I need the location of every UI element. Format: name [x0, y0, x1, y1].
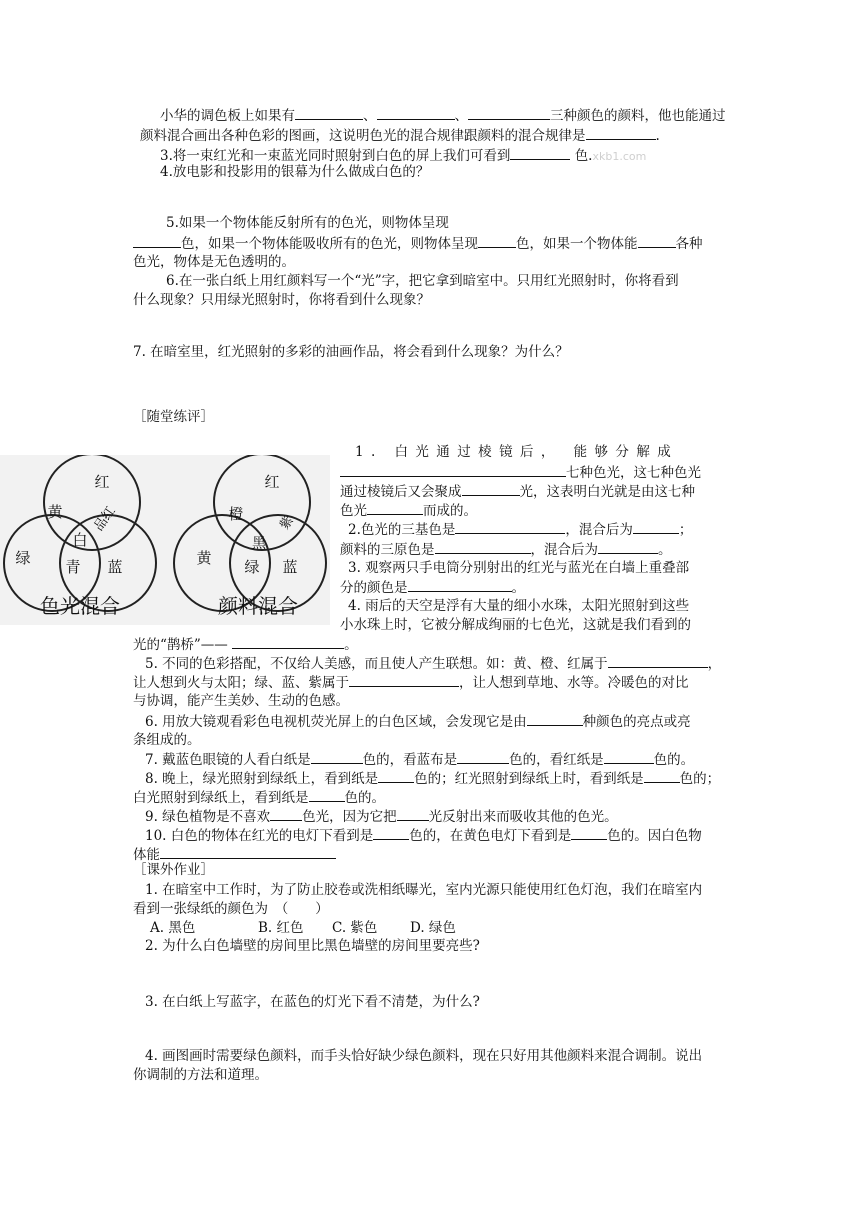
blank: [349, 672, 459, 687]
homework-1-options: [150, 918, 456, 938]
practice-1-line-1: 1. 白光通过棱镜后， 能够分解成: [355, 444, 679, 460]
question-6-line-2: 什么现象？只用绿光照射时，你将看到什么现象？: [133, 292, 430, 308]
blank: [462, 481, 520, 496]
blank: [397, 806, 429, 821]
blank: [232, 634, 344, 649]
intro-line-2: 颜料混合画出各种色彩的图画，这说明色光的混合规律跟颜料的混合规律是 .: [140, 125, 660, 146]
blank: [378, 768, 414, 783]
blank: [604, 749, 654, 764]
blank: [311, 749, 363, 764]
pigment-label-green: 绿: [244, 558, 260, 576]
practice-6-line-1: 6. 用放大镜观看彩色电视机荧光屏上的白色区域，会发现它是由 种颜色的亮点或亮: [145, 711, 691, 732]
blank: [586, 125, 656, 140]
homework-4-line-2: 你调制的方法和道理。: [133, 1067, 268, 1083]
option-a[interactable]: A. 黑色: [150, 920, 196, 936]
color-mixing-figure: [0, 455, 330, 625]
question-5-line-2: 色，如果一个物体能吸收所有的色光，则物体呈现 色，如果一个物体能 各种: [133, 233, 703, 254]
homework-4-line-1: 4. 画图画时需要绿色颜料，而手头恰好缺少绿色颜料，现在只好用其他颜料来混合调制。说出: [145, 1048, 703, 1064]
blank: [133, 233, 181, 248]
section-title-homework: ［课外作业］: [133, 862, 214, 878]
blank: [309, 787, 345, 802]
pigment-label-orange: 橙: [228, 505, 244, 523]
light-label-cyan: 青: [65, 558, 81, 576]
blank: [457, 749, 509, 764]
light-label-red: 红: [94, 473, 110, 491]
practice-9: 9. 绿色植物是不喜欢 色光，因为它把 光反射出来而吸收其他的色光。: [145, 806, 618, 827]
practice-7: 7. 戴蓝色眼镜的人看白纸是 色的，看蓝布是 色的，看红纸是 色的。: [145, 749, 694, 770]
blank: [598, 539, 658, 554]
blank: [510, 145, 570, 160]
pigment-caption: 颜料混合: [218, 594, 298, 618]
practice-1-line-2: 七种色光，这七种色光: [340, 462, 701, 483]
question-3: 3.将一束红光和一束蓝光同时照射到白色的屏上我们可看到 色.xkb1.com: [160, 145, 646, 167]
practice-6-line-2: 条组成的。: [133, 732, 201, 748]
question-5-line-1: 5.如果一个物体能反射所有的色光，则物体呈现: [166, 215, 449, 231]
homework-1-line-2: 看到一张绿纸的颜色为 （ ）: [133, 901, 329, 917]
blank: [638, 233, 676, 248]
pigment-label-blue: 蓝: [282, 558, 298, 576]
practice-1-line-3: 通过棱镜后又会聚成 光，这表明白光就是由这七种: [340, 481, 695, 502]
blank: [408, 577, 512, 592]
question-7: 7. 在暗室里，红光照射的多彩的油画作品，将会看到什么现象？为什么？: [133, 344, 569, 360]
blank: [571, 825, 607, 840]
blank: [633, 519, 679, 534]
pigment-label-yellow: 黄: [196, 549, 212, 567]
blank: [373, 825, 409, 840]
practice-1-line-4: 色光 而成的。: [340, 500, 477, 521]
question-5-line-3: 色光，物体是无色透明的。: [133, 254, 295, 270]
blank: [435, 539, 531, 554]
watermark: xkb1.com: [592, 150, 647, 163]
light-label-blue: 蓝: [107, 558, 123, 576]
blank: [608, 653, 708, 668]
blank: [367, 500, 423, 515]
homework-3: 3. 在白纸上写蓝字，在蓝色的灯光下看不清楚，为什么?: [145, 994, 480, 1010]
blank: [340, 462, 566, 477]
option-c[interactable]: C. 紫色: [332, 920, 378, 936]
pigment-label-red: 红: [264, 473, 280, 491]
light-label-white: 白: [72, 531, 88, 549]
option-d[interactable]: D. 绿色: [410, 920, 456, 936]
homework-2: 2. 为什么白色墙壁的房间里比黑色墙壁的房间里要亮些?: [145, 938, 480, 954]
practice-10-line-2: 体能: [133, 844, 336, 865]
practice-3-line-2: 分的颜色是 。: [340, 577, 525, 598]
light-caption: 色光混合: [40, 594, 120, 618]
light-label-yellow: 黄: [47, 503, 63, 521]
venn-diagrams: [0, 455, 330, 625]
blank: [295, 105, 363, 120]
light-label-magenta: 品红: [91, 504, 119, 534]
blank: [270, 806, 302, 821]
practice-8-line-2: 白光照射到绿纸上，看到纸是 色的。: [133, 787, 385, 808]
practice-8-line-1: 8. 晚上，绿光照射到绿纸上，看到纸是 色的；红光照射到绿纸上时，看到纸是 色的；: [145, 768, 720, 789]
question-4: 4.放电影和投影用的银幕为什么做成白色的？: [160, 164, 430, 180]
practice-4-line-1: 4. 雨后的天空是浮有大量的细小水珠，太阳光照射到这些: [348, 598, 690, 614]
pigment-label-black: 黑: [252, 536, 266, 552]
homework-1-line-1: 1. 在暗室中工作时，为了防止胶卷或洗相纸曝光，室内光源只能使用红色灯泡，我们在暗室内: [145, 882, 703, 898]
intro-line-1: 小华的调色板上如果有 、 、 三种颜色的颜料，他也能通过: [160, 105, 726, 126]
practice-3-line-1: 3. 观察两只手电筒分别射出的红光与蓝光在白墙上重叠部: [348, 560, 690, 576]
practice-10-line-1: 10. 白色的物体在红光的电灯下看到是 色的，在黄色电灯下看到是 色的。因白色物: [145, 825, 702, 846]
practice-5-line-1: 5. 不同的色彩搭配，不仅给人美感，而且使人产生联想。如：黄、橙、红属于 ，: [145, 653, 721, 674]
blank: [160, 844, 336, 859]
blank: [644, 768, 680, 783]
light-label-green: 绿: [15, 549, 31, 567]
practice-2-line-2: 颜料的三原色是 ，混合后为 。: [340, 539, 672, 560]
practice-4-line-2: 小水珠上时，它被分解成绚丽的七色光，这就是我们看到的: [340, 617, 691, 633]
practice-5-line-3: 与协调，能产生美妙、生动的色感。: [133, 693, 349, 709]
option-b[interactable]: B. 红色: [258, 920, 304, 936]
blank: [455, 519, 565, 534]
pigment-label-purple: 紫: [277, 513, 298, 533]
question-6-line-1: 6.在一张白纸上用红颜料写一个“光”字，把它拿到暗室中。只用红光照射时，你将看到: [166, 273, 679, 289]
blank: [527, 711, 583, 726]
blank: [478, 233, 516, 248]
practice-2-line-1: 2.色光的三基色是 ，混合后为 ；: [348, 519, 692, 540]
practice-4-line-3: 光的“鹊桥”—— 。: [133, 634, 358, 655]
blank: [377, 105, 455, 120]
section-title-practice: ［随堂练评］: [133, 409, 214, 425]
blank: [468, 105, 550, 120]
practice-5-line-2: 让人想到火与太阳；绿、蓝、紫属于 ，让人想到草地、水等。冷暖色的对比: [133, 672, 689, 693]
